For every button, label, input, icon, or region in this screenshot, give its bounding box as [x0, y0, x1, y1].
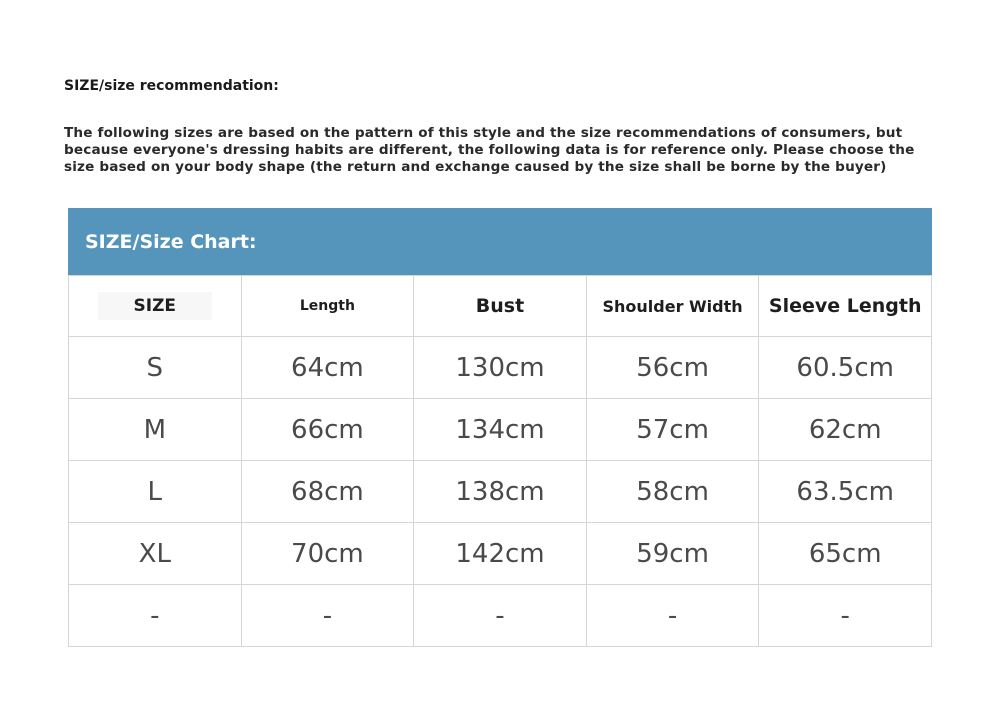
size-table — [68, 275, 932, 647]
page-heading: SIZE/size recommendation: — [64, 78, 279, 94]
table-cell: 142cm — [414, 523, 587, 585]
table-cell: 130cm — [414, 337, 587, 399]
table-cell: 65cm — [759, 523, 932, 585]
table-cell: 138cm — [414, 461, 587, 523]
table-row — [69, 585, 932, 647]
table-cell: - — [759, 585, 932, 647]
table-cell: - — [241, 585, 414, 647]
column-header-size: SIZE — [69, 276, 242, 337]
table-cell: S — [69, 337, 242, 399]
table-header-row — [69, 276, 932, 337]
table-cell: 68cm — [241, 461, 414, 523]
table-cell: M — [69, 399, 242, 461]
table-cell: 66cm — [241, 399, 414, 461]
column-header-length: Length — [241, 276, 414, 337]
column-header-bust: Bust — [414, 276, 587, 337]
size-disclaimer-text: The following sizes are based on the pattern of this style and the size recommendations of consumers, but because everyone's dressing habits are different, the following data is for reference only. Please choose the size based on your body shape (the return and exchange caused by the size shall be borne by the buyer) — [64, 125, 915, 175]
table-cell: 62cm — [759, 399, 932, 461]
table-cell: 60.5cm — [759, 337, 932, 399]
table-cell: L — [69, 461, 242, 523]
table-cell: 59cm — [586, 523, 759, 585]
table-row — [69, 337, 932, 399]
column-header-sleeve-length: Sleeve Length — [759, 276, 932, 337]
table-cell: 64cm — [241, 337, 414, 399]
size-chart — [68, 208, 932, 647]
table-cell: - — [586, 585, 759, 647]
table-cell: 134cm — [414, 399, 587, 461]
table-cell: 70cm — [241, 523, 414, 585]
table-cell: 56cm — [586, 337, 759, 399]
table-cell: - — [414, 585, 587, 647]
table-row — [69, 523, 932, 585]
table-cell: 63.5cm — [759, 461, 932, 523]
table-row — [69, 461, 932, 523]
table-cell: 57cm — [586, 399, 759, 461]
table-cell: - — [69, 585, 242, 647]
size-chart-title: SIZE/Size Chart: — [68, 208, 932, 275]
table-cell: XL — [69, 523, 242, 585]
table-cell: 58cm — [586, 461, 759, 523]
table-row — [69, 399, 932, 461]
column-header-shoulder-width: Shoulder Width — [586, 276, 759, 337]
